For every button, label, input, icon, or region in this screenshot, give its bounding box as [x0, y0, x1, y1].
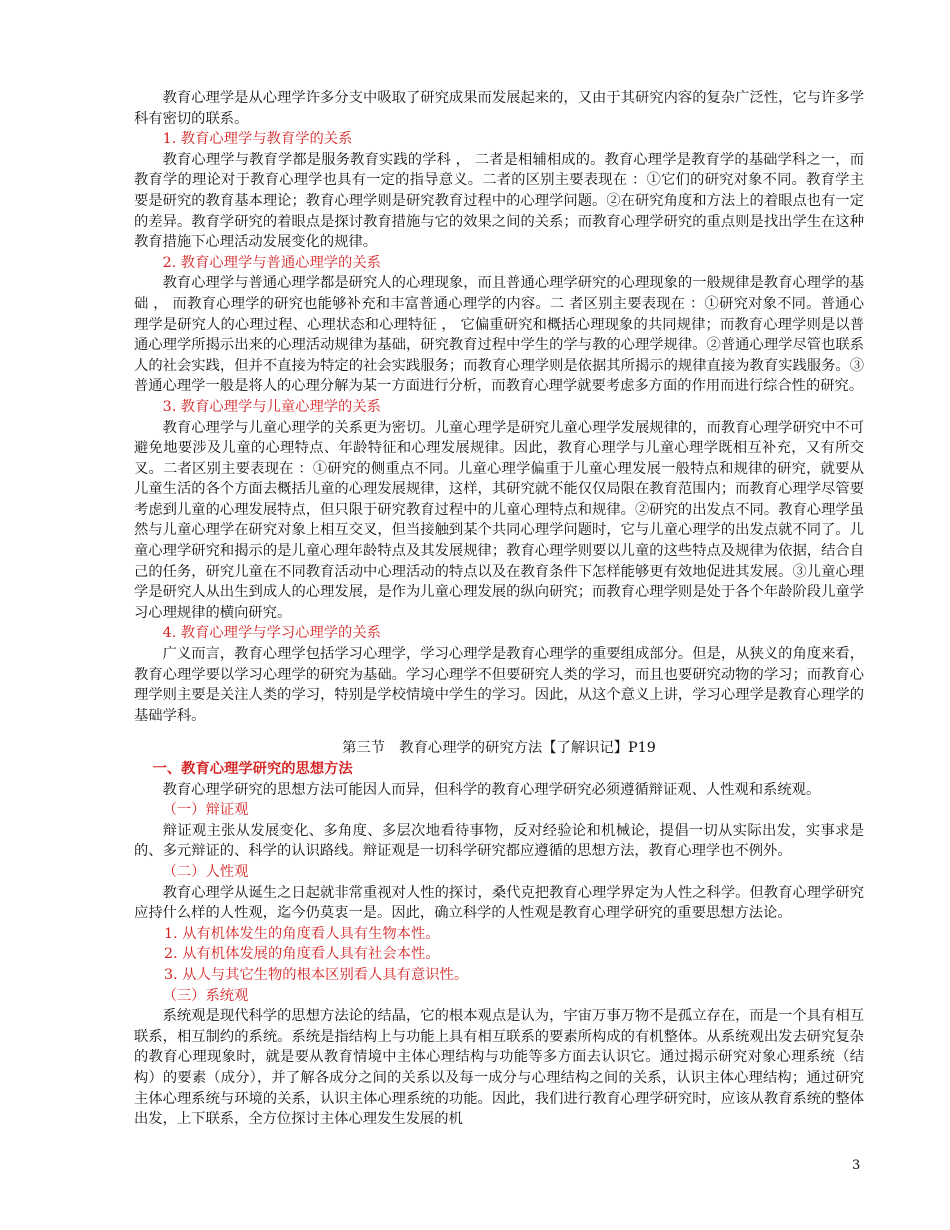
heading-thinking-methods: 一、教育心理学研究的思想方法	[152, 761, 353, 777]
paragraph-system-view: 系统观是现代科学的思想方法论的结晶，它的根本观点是认为，宇宙万事万物不是孤立存在，而是一个具有相互联系，相互制约的系统。系统是指结构上与功能上具有相互联系的要素所构成的有机整体。从系统观出发去研究复杂的教育心理现象时，就是要从教育情境中主体心理结构与功能等多方面去认识它。通过揭示研究对象心理系统（结构）的要素（成分），并了解各成分之间的关系以及每一成分与心理结构之间的关系，认识主体心理结构；通过研究主体心理系统与环境的关系，认识主体心理系统的功能。因此，我们进行教育心理学研究时，应该从教育系统的整体出发，上下联系，全方位探讨主体心理发生发展的机	[134, 1008, 864, 1128]
paragraph-rel-general-psychology: 教育心理学与普通心理学都是研究人的心理现象，而且普通心理学研究的心理现象的一般规律是教育心理学的基础 ， 而教育心理学的研究也能够补充和丰富普通心理学的内容。二 者区别主要表现在 ：①研究对象不同。普通心理学是研究人的心理过程、心理状态和心理特征 ， 它偏重研究和概括心理现象的共同规律；而教育心理学则是以普通心理学所揭示出来的心理活动规律为基础，研究教育过程中学生的学与教的心理学规律。②普通心理学尽管也联系人的社会实践，但并不直接为特定的社会实践服务；而教育心理学则是依据其所揭示的规律直接为教育实践服务。③普通心理学一般是将人的心理分解为某一方面进行分析，而教育心理学就要考虑多方面的作用而进行综合性的研究。	[134, 275, 864, 395]
page-number: 3	[852, 1158, 861, 1173]
section-title: 第三节 教育心理学的研究方法【了解识记】P19	[342, 740, 656, 757]
heading-system-view: （三）系统观	[162, 987, 249, 1004]
paragraph-humanity-view: 教育心理学从诞生之日起就非常重视对人性的探讨，桑代克把教育心理学界定为人性之科学。但教育心理学研究应持什么样的人性观，迄今仍莫衷一是。因此，确立科学的人性观是教育心理学研究的重要思想方法论。	[134, 884, 864, 922]
heading-rel-child-psychology: 3. 教育心理学与儿童心理学的关系	[162, 398, 381, 415]
document-page	[134, 88, 864, 1130]
intro-paragraph: 教育心理学是从心理学许多分支中吸取了研究成果而发展起来的，又由于其研究内容的复杂广泛性，它与许多学科有密切的联系。	[134, 90, 864, 127]
paragraph-rel-child-psychology: 教育心理学与儿童心理学的关系更为密切。儿童心理学是研究儿童心理学发展规律的，而教育心理学研究中不可避免地要涉及儿童的心理特点、年龄特征和心理发展规律。因此，教育心理学与儿童心理学既相互补充，又有所交叉。二者区别主要表现在 ：①研究的侧重点不同。儿童心理学偏重于儿童心理发展一般特点和规律的研究，就要从儿童生活的各个方面去概括儿童的心理发展规律，这样，其研究就不能仅仅局限在教育范围内；而教育心理学尽管要考虑到儿童的心理发展特点，但只限于研究教育过程中的儿童心理特点和规律。②研究的出发点不同。教育心理学虽然与儿童心理学在研究对象上相互交叉，但当接触到某个共同心理学问题时，它与儿童心理学的出发点就不同了。儿童心理学研究和揭示的是儿童心理年龄特点及其发展规律；教育心理学则要以儿童的这些特点及规律为依据，结合自己的任务，研究儿童在不同教育活动中心理活动的特点以及在教育条件下怎样能够更有效地促进其发展。③儿童心理学是研究人从出生到成人的心理发展，是作为儿童心理发展的纵向研究；而教育心理学则是处于各个年龄阶段儿童学习心理规律的横向研究。	[134, 419, 864, 621]
humanity-item-biological: 1. 从有机体发生的角度看人具有生物本性。	[164, 925, 440, 942]
heading-dialectic-view: （一）辩证观	[162, 802, 249, 819]
humanity-item-consciousness: 3. 从人与其它生物的根本区别看人具有意识性。	[164, 966, 469, 983]
paragraph-thinking-methods: 教育心理学研究的思想方法可能因人而异，但科学的教育心理学研究必须遵循辩证观、人性观和系统观。	[162, 781, 821, 798]
heading-rel-general-psychology: 2. 教育心理学与普通心理学的关系	[162, 254, 381, 271]
heading-rel-pedagogy: 1. 教育心理学与教育学的关系	[162, 131, 353, 148]
heading-humanity-view: （二）人性观	[162, 863, 249, 880]
heading-rel-learning-psychology: 4. 教育心理学与学习心理学的关系	[162, 625, 381, 642]
humanity-item-social: 2. 从有机体发展的角度看人具有社会本性。	[164, 946, 440, 963]
paragraph-dialectic-view: 辩证观主张从发展变化、多角度、多层次地看待事物，反对经验论和机械论，提倡一切从实际出发，实事求是的、多元辩证的、科学的认识路线。辩证观是一切科学研究都应遵循的思想方法，教育心理学也不例外。	[134, 822, 864, 860]
paragraph-rel-pedagogy: 教育心理学与教育学都是服务教育实践的学科 ， 二者是相辅相成的。教育心理学是教育学的基础学科之一，而教育学的理论对于教育心理学也具有一定的指导意义。二者的区别主要表现在 ：①它们的研究对象不同。教育学主要是研究的教育基本理论；教育心理学则是研究教育过程中的心理学问题。②在研究角度和方法上的着眼点也有一定的差异。教育学研究的着眼点是探讨教育措施与它的效果之间的关系；而教育心理学研究的重点则是找出学生在这种教育措施下心理活动发展变化的规律。	[134, 151, 864, 251]
paragraph-rel-learning-psychology: 广义而言，教育心理学包括学习心理学，学习心理学是教育心理学的重要组成部分。但是，从狭义的角度来看，教育心理学要以学习心理学的研究为基础。学习心理学不但要研究人类的学习，而且也要研究动物的学习；而教育心理学则主要是关注人类的学习，特别是学校情境中学生的学习。因此，从这个意义上讲，学习心理学是教育心理学的基础学科。	[134, 646, 864, 724]
